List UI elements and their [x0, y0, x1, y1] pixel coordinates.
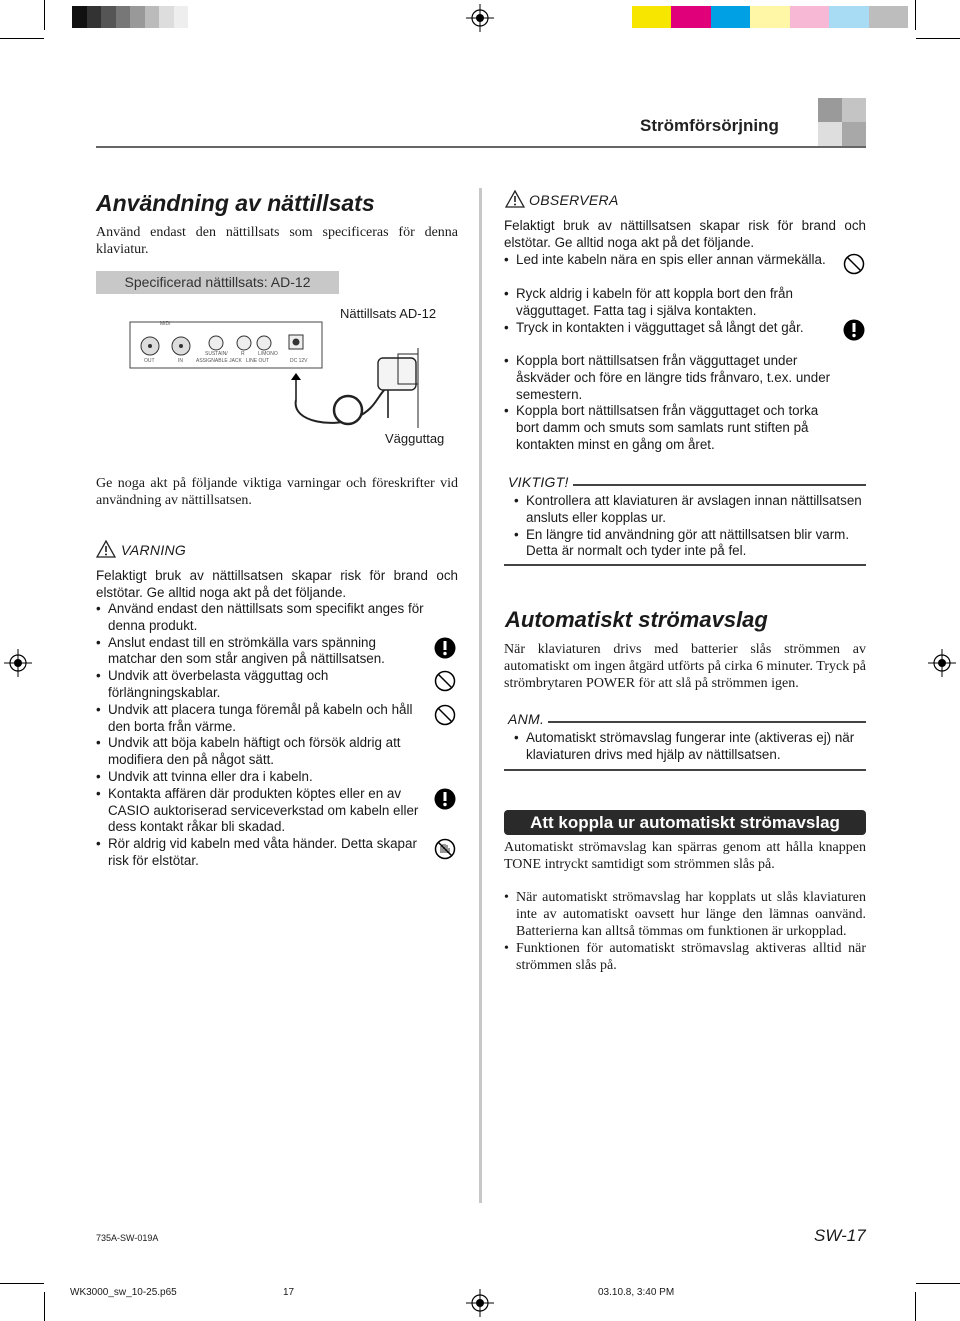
caution-triangle-icon [505, 190, 525, 208]
important-label: VIKTIGT! [508, 474, 569, 490]
color-swatch [72, 6, 87, 28]
color-bar [632, 6, 908, 28]
file-name: WK3000_sw_10-25.p65 [70, 1287, 177, 1298]
mandatory-action-icon [434, 637, 456, 659]
important-list [514, 493, 864, 560]
prohibited-icon [434, 670, 456, 692]
grayscale-bar [72, 6, 188, 28]
caution-item: • Tryck in kontakten i vägguttaget så långt det går. [504, 320, 834, 337]
color-swatch [145, 6, 160, 28]
warning-label: VARNING [121, 542, 187, 558]
column-divider [479, 188, 482, 1203]
caution-intro: Felaktigt bruk av nättillsatsen skapar risk för brand och elstötar. Ge alltid noga akt på det följande. [504, 218, 866, 250]
important-item: • En längre tid användning gör att nättillsatsen blir varm. Detta är normalt och tyder inte på fel. [514, 527, 864, 561]
color-swatch [116, 6, 131, 28]
color-swatch [101, 6, 116, 28]
color-swatch [130, 6, 145, 28]
intro-text: Använd endast den nättillsats som specificeras för denna klaviatur. [96, 225, 458, 257]
caution-item: • Koppla bort nättillsatsen från vägguttaget och torka bort damm och smuts som samlats runt stiften på kontakten minst en gång om året. [504, 403, 834, 453]
header-tab-graphic [818, 98, 866, 146]
disable-item: • Funktionen för automatiskt strömavslag aktiveras alltid när strömmen slås på. [504, 940, 866, 974]
color-swatch [671, 6, 710, 28]
warning-item: • Undvik att överbelasta vägguttag och förlängningskablar. [96, 668, 426, 702]
color-swatch [632, 6, 671, 28]
crop-mark [915, 0, 916, 30]
line-out-l-label: L/MONO [258, 351, 278, 357]
dc-in-label: DC 12V [290, 358, 308, 364]
warning-item: • Rör aldrig vid kabeln med våta händer. Detta skapar risk för elstötar. [96, 836, 426, 870]
registration-mark-icon [4, 649, 32, 677]
note-end-rule [504, 769, 866, 771]
caution-label: OBSERVERA [529, 192, 619, 208]
crop-mark [0, 38, 44, 39]
note-label: ANM. [508, 711, 545, 727]
important-text: Ge noga akt på följande viktiga varningar och föreskrifter vid användning av nättillsatsen. [96, 476, 458, 508]
disable-item: • När automatiskt strömavslag har kopplats ut slås klaviaturen inte av automatiskt oavsett hur länge den lämnas oanvänd. Batterierna kan alltså tömmas om funktionen är urkopplad. [504, 889, 866, 940]
caution-list-c [504, 353, 834, 454]
adapter-connection-diagram [126, 318, 456, 436]
registration-mark-icon [466, 1289, 494, 1317]
warning-list [96, 601, 426, 870]
page-title: Användning av nättillsats [96, 190, 375, 216]
midi-label: MIDI [160, 321, 171, 327]
prohibited-icon [843, 253, 865, 275]
crop-mark [44, 0, 45, 30]
warning-item: • Undvik att böja kabeln häftigt och försök aldrig att modifiera den på något sätt. [96, 735, 426, 769]
midi-in-label: IN [178, 358, 183, 364]
disable-text: Automatiskt strömavslag kan spärras genom att hålla knappen TONE intryckt samtidigt som strömmen slås på. [504, 840, 866, 872]
color-swatch [750, 6, 789, 28]
caution-item: • Led inte kabeln nära en spis eller annan värmekälla. [504, 252, 834, 269]
midi-out-label: OUT [144, 358, 155, 364]
warning-item: • Använd endast den nättillsats som specifikt anges för denna produkt. [96, 601, 426, 635]
color-swatch [829, 6, 868, 28]
adapter-label: Nättillsats AD-12 [340, 306, 437, 321]
crop-mark [0, 1283, 44, 1284]
sustain-label: SUSTAIN/ [205, 351, 228, 357]
warning-item: • Undvik att placera tunga föremål på kabeln och håll den borta från värme. [96, 702, 426, 736]
note-item: • Automatiskt strömavslag fungerar inte (aktiveras ej) när klaviaturen drivs med hjälp av nättillsatsen. [514, 730, 864, 764]
doc-code: 735A-SW-019A [96, 1233, 159, 1243]
line-out-r-label: R [241, 351, 245, 357]
section-header: Strömförsörjning [640, 116, 779, 135]
important-item: • Kontrollera att klaviaturen är avslagen innan nättillsatsen ansluts eller kopplas ur. [514, 493, 864, 527]
no-wet-hands-icon [434, 838, 456, 860]
warning-item: • Undvik att tvinna eller dra i kabeln. [96, 769, 426, 786]
spec-box: Specificerad nättillsats: AD-12 [96, 271, 339, 294]
caution-list-b [504, 286, 834, 336]
caution-item: • Koppla bort nättillsatsen från vägguttaget under åskväder och före en längre tids frånvaro, t.ex. under semestern. [504, 353, 834, 403]
color-swatch [869, 6, 908, 28]
file-date: 03.10.8, 3:40 PM [598, 1287, 675, 1298]
important-rule [573, 484, 866, 486]
color-swatch [790, 6, 829, 28]
auto-off-text: När klaviaturen drivs med batterier slås strömmen av automatiskt om ingen åtgärd utförts på cirka 6 minuter. Tryck på strömbrytaren POWER för att slå på strömmen igen. [504, 642, 866, 691]
disable-auto-off-heading: Att koppla ur automatiskt strömavslag [504, 810, 866, 835]
warning-intro: Felaktigt bruk av nättillsatsen skapar risk för brand och elstötar. Ge alltid noga akt på det följande. [96, 568, 458, 600]
line-out-label: LINE OUT [246, 358, 270, 364]
warning-triangle-icon [96, 540, 116, 558]
crop-mark [915, 1292, 916, 1321]
caution-item: • Ryck aldrig i kabeln för att koppla bort den från vägguttaget. Fatta tag i själva kontakten. [504, 286, 834, 320]
color-swatch [87, 6, 102, 28]
crop-mark [916, 38, 960, 39]
crop-mark [44, 1292, 45, 1321]
note-list [514, 730, 864, 764]
outlet-label: Vägguttag [385, 431, 445, 446]
assignable-jack-label: ASSIGNABLE JACK [196, 358, 242, 364]
page-number: SW-17 [814, 1226, 866, 1245]
registration-mark-icon [466, 4, 494, 32]
warning-item: • Anslut endast till en strömkälla vars spänning matchar den som står angiven på nättillsatsen. [96, 635, 426, 669]
color-swatch [174, 6, 189, 28]
auto-off-title: Automatiskt strömavslag [505, 607, 768, 632]
warning-item: • Kontakta affären där produkten köptes eller en av CASIO auktoriserad serviceverkstad om kabeln eller dess kontakt råkar bli skadad. [96, 786, 426, 836]
mandatory-action-icon [434, 788, 456, 810]
file-page-number: 17 [283, 1287, 295, 1298]
color-swatch [159, 6, 174, 28]
color-swatch [711, 6, 750, 28]
disable-list [504, 889, 866, 974]
important-end-rule [504, 564, 866, 566]
caution-list-a [504, 252, 834, 269]
registration-mark-icon [928, 649, 956, 677]
prohibited-icon [434, 704, 456, 726]
crop-mark [916, 1283, 960, 1284]
header-rule [96, 146, 866, 148]
mandatory-action-icon [843, 319, 865, 341]
note-rule [548, 721, 866, 723]
